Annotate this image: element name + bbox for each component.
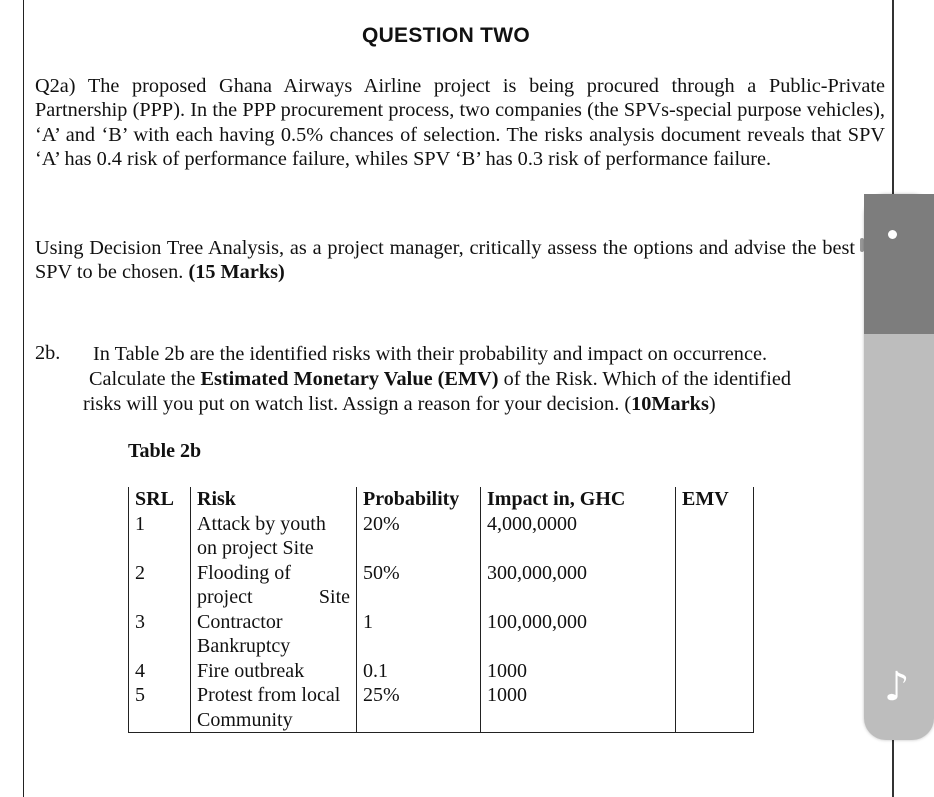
q2b-line-3-pre: risks will you put on watch list. Assign a reason for your decision. ( — [83, 393, 632, 415]
header-impact: Impact in, GHC — [481, 487, 676, 512]
cell-probability: 50% — [357, 561, 481, 610]
cell-probability: 1 — [357, 610, 481, 659]
page-border-left — [23, 0, 24, 797]
q2b-line-1: In Table 2b are the identified risks with their probability and impact on occurrence. — [93, 343, 768, 365]
cell-risk: Attack by youth on project Site — [191, 512, 357, 561]
q2b-marks: 10Marks — [631, 393, 709, 415]
header-emv: EMV — [676, 487, 754, 512]
q2a-task-text: Using Decision Tree Analysis, as a project manager, critically assess the options and advise the best SPV to be chosen. — [35, 237, 855, 284]
cell-emv — [676, 683, 754, 733]
q2b-line-2 — [89, 367, 791, 391]
cell-srl: 2 — [129, 561, 191, 610]
cell-srl: 3 — [129, 610, 191, 659]
cell-impact: 1000 — [481, 659, 676, 684]
question-heading: QUESTION TWO — [361, 24, 531, 47]
q2b-line-3-post: ) — [708, 393, 716, 415]
cell-impact: 100,000,000 — [481, 610, 676, 659]
header-probability: Probability — [357, 487, 481, 512]
table-row — [129, 659, 754, 684]
cell-impact: 1000 — [481, 683, 676, 733]
table-row — [129, 512, 754, 561]
cell-emv — [676, 561, 754, 610]
cell-risk: Protest from local Community — [191, 683, 357, 733]
q2a-paragraph: Q2a) The proposed Ghana Airways Airline project is being procured through a Public-Private Partnership (PPP). In the PPP procurement process, two companies (the SPVs-special purpose vehicles), ‘A’ and ‘B’ with each having 0.5% chances of selection. The risks analysis document reveals that SPV ‘A’ has 0.4 risk of performance failure, whiles SPV ‘B’ has 0.3 risk of performance failure. — [35, 75, 885, 170]
cell-emv — [676, 512, 754, 561]
cell-probability: 25% — [357, 683, 481, 733]
cell-risk: Contractor Bankruptcy — [191, 610, 357, 659]
side-widget-top[interactable] — [864, 194, 934, 334]
cell-impact: 4,000,0000 — [481, 512, 676, 561]
floating-side-widget[interactable] — [864, 194, 934, 740]
cell-probability: 0.1 — [357, 659, 481, 684]
q2b-number: 2b. — [35, 342, 61, 364]
cell-srl: 1 — [129, 512, 191, 561]
cell-emv — [676, 659, 754, 684]
q2b-line-3 — [83, 392, 716, 416]
cell-srl: 4 — [129, 659, 191, 684]
cell-risk: Fire outbreak — [191, 659, 357, 684]
emv-term: Estimated Monetary Value (EMV) — [200, 368, 499, 390]
table-caption: Table 2b — [128, 440, 202, 462]
risk-table — [128, 487, 754, 733]
table-row — [129, 561, 754, 610]
cell-impact: 300,000,000 — [481, 561, 676, 610]
header-srl: SRL — [129, 487, 191, 512]
cell-risk: Flooding of project Site — [191, 561, 357, 610]
table-row — [129, 610, 754, 659]
q2b-line-2-post: of the Risk. Which of the identified — [498, 368, 792, 390]
cell-emv — [676, 610, 754, 659]
cell-srl: 5 — [129, 683, 191, 733]
cell-probability: 20% — [357, 512, 481, 561]
music-note-icon[interactable]: ♪ — [884, 664, 910, 710]
table-row — [129, 683, 754, 733]
q2a-marks: (15 Marks) — [188, 261, 285, 284]
dot-icon — [888, 230, 897, 239]
q2b-line-2-pre: Calculate the — [89, 368, 201, 390]
header-risk: Risk — [191, 487, 357, 512]
table-header-row — [129, 487, 754, 512]
q2a-task-paragraph — [35, 236, 855, 285]
